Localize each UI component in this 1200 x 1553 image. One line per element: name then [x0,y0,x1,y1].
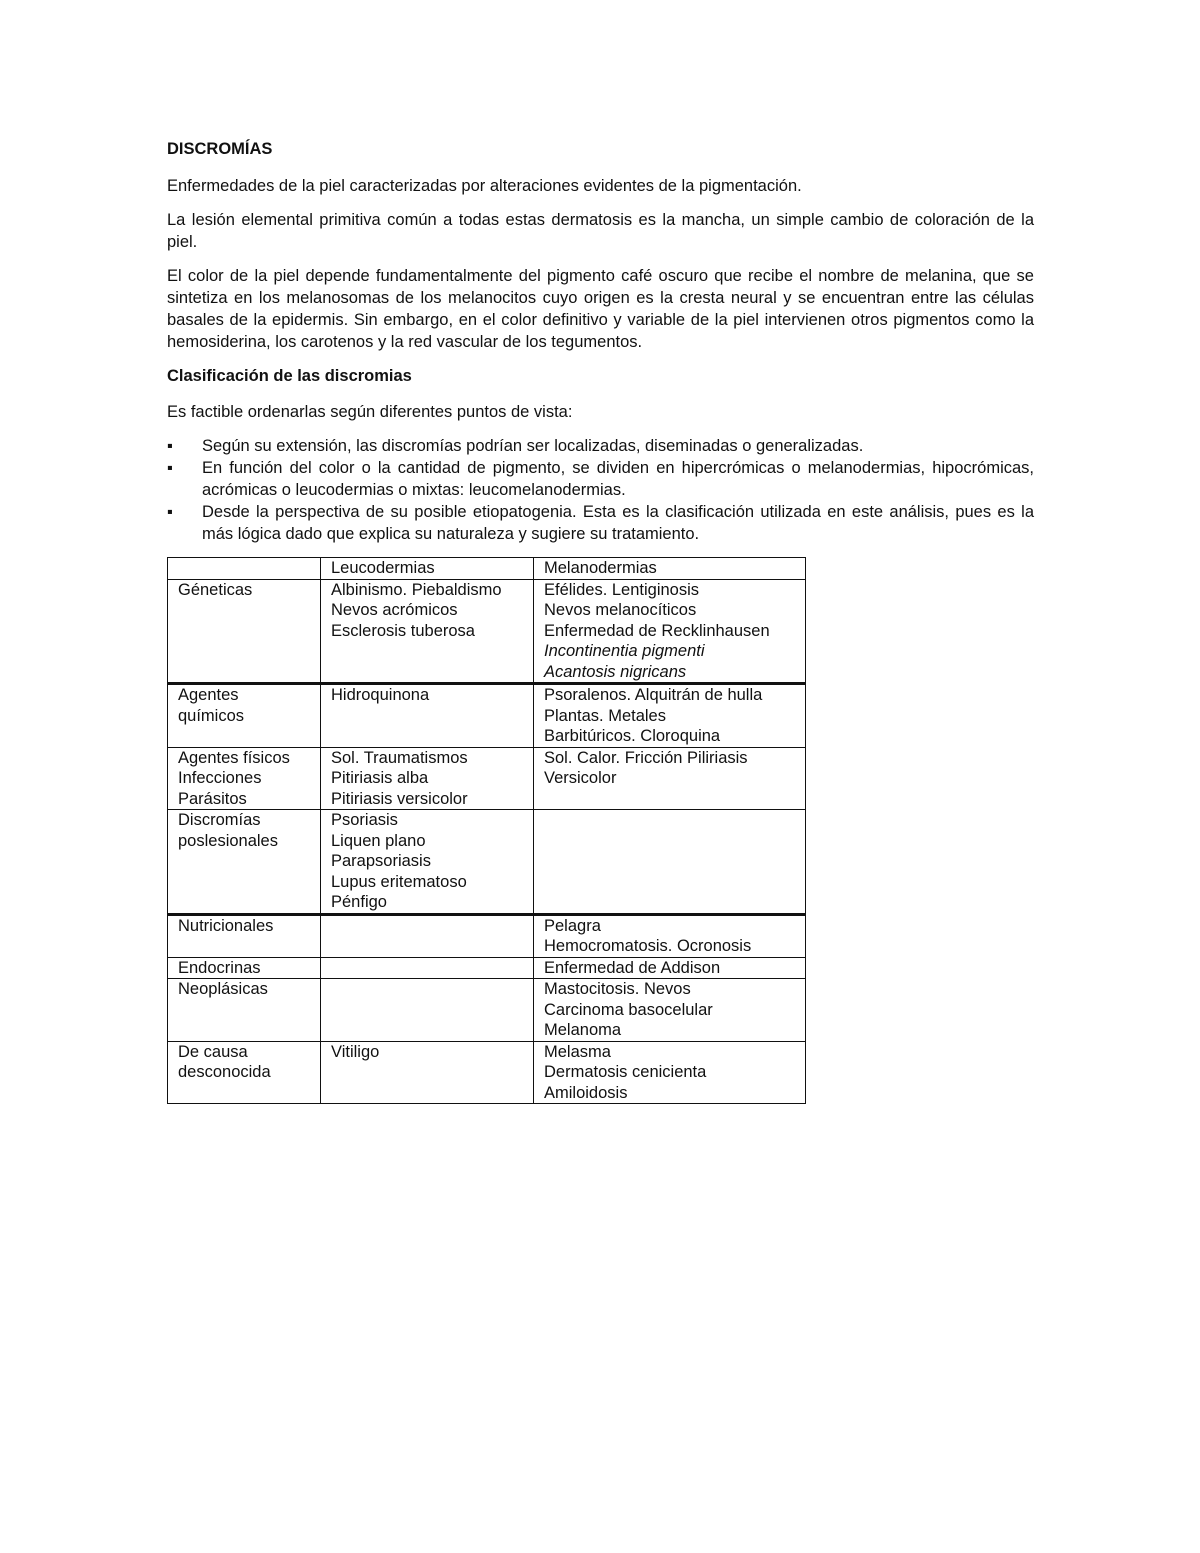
category-cell [168,957,321,979]
cell-line: Parapsoriasis [331,852,431,870]
classification-intro: Es factible ordenarlas según diferentes puntos de vista: [167,403,573,421]
cell-line: poslesionales [178,831,278,850]
leucodermias-cell [321,957,534,979]
cell-line: De causa [178,1042,248,1061]
category-cell [168,979,321,1042]
cell-line: Agentes [178,686,239,704]
cell-line: Pelagra [544,916,601,935]
bullet-icon: ▪ [167,459,173,477]
header-cell-leucodermias: Leucodermias [321,558,534,580]
cell-line: Dermatosis cenicienta [544,1063,707,1081]
table-row [168,1041,806,1104]
cell-line: Plantas. Metales [544,706,666,725]
cell-line: Amiloidosis [544,1083,628,1102]
table-row [168,684,806,748]
cell-line: Géneticas [178,580,253,599]
melanodermias-cell [534,914,806,957]
leucodermias-cell [321,979,534,1042]
melanodermias-cell [534,1041,806,1104]
header-cell-empty [168,558,321,580]
melanodermias-cell [534,684,806,748]
cell-line: Enfermedad de Addison [544,958,721,977]
leucodermias-cell [321,914,534,957]
classification-table [167,557,806,1104]
melanodermias-cell [534,579,806,684]
category-cell [168,579,321,684]
leucodermias-cell [321,747,534,810]
cell-line: Mastocitosis. Nevos [544,980,691,998]
cell-line: Liquen plano [331,831,426,850]
bullet-icon: ▪ [167,503,173,521]
cell-line: Incontinentia pigmenti [544,642,705,660]
cell-line: Efélides. Lentiginosis [544,580,700,599]
table-row [168,957,806,979]
bullet-icon: ▪ [167,437,173,455]
category-cell [168,810,321,915]
lesion-paragraph: La lesión elemental primitiva común a todas estas dermatosis es la mancha, un simple cambio de coloración de la piel. [167,211,1034,251]
cell-line: Pitiriasis versicolor [331,789,468,808]
cell-line: químicos [178,706,245,725]
cell-line: Barbitúricos. Cloroquina [544,727,721,745]
cell-line: Discromías [178,811,261,829]
cell-line: Parásitos [178,789,247,808]
category-cell [168,1041,321,1104]
list-item-text: En función del color o la cantidad de pigmento, se dividen en hipercrómicas o melanodermias, hipocrómicas, acrómicas o leucodermias o mixtas: leucomelanodermias. [202,459,1034,499]
cell-line: Melasma [544,1042,611,1061]
cell-line: Enfermedad de Recklinhausen [544,621,770,640]
table-row [168,914,806,957]
melanodermias-cell [534,747,806,810]
intro-paragraph: Enfermedades de la piel caracterizadas por alteraciones evidentes de la pigmentación. [167,177,802,195]
cell-line: Lupus eritematoso [331,872,467,891]
cell-line: Endocrinas [178,958,261,977]
classification-list [167,435,1034,545]
leucodermias-cell [321,1041,534,1104]
table-row [168,579,806,684]
melanodermias-cell [534,957,806,979]
cell-line: Sol. Calor. Fricción Piliriasis [544,748,748,767]
list-item-text: Según su extensión, las discromías podrían ser localizadas, diseminadas o generalizadas. [202,437,864,455]
cell-line: Pénfigo [331,893,387,911]
document-page [167,138,1034,1104]
category-cell [168,684,321,748]
table-row [168,979,806,1042]
category-cell [168,914,321,957]
cell-line: Nevos melanocíticos [544,601,697,619]
list-item [167,435,1034,457]
document-title: DISCROMÍAS [167,140,273,158]
list-item [167,501,1034,545]
cell-line: Hemocromatosis. Ocronosis [544,937,752,955]
list-item-text: Desde la perspectiva de su posible etiopatogenia. Esta es la clasificación utilizada en este análisis, pues es la más lógica dado que explica su naturaleza y sugiere su tratamiento. [202,503,1034,543]
cell-line: Vitiligo [331,1042,380,1061]
cell-line: Psoralenos. Alquitrán de hulla [544,686,763,704]
leucodermias-cell [321,810,534,915]
cell-line: Agentes físicos [178,748,290,767]
cell-line: desconocida [178,1063,271,1081]
cell-line: Carcinoma basocelular [544,1000,713,1019]
cell-line: Versicolor [544,769,617,787]
table-header-row [168,558,806,580]
melanodermias-cell [534,810,806,915]
list-item [167,457,1034,501]
table-row [168,747,806,810]
cell-line: Nutricionales [178,916,274,935]
cell-line: Esclerosis tuberosa [331,621,475,640]
leucodermias-cell [321,684,534,748]
melanodermias-cell [534,979,806,1042]
category-cell [168,747,321,810]
header-cell-melanodermias: Melanodermias [534,558,806,580]
cell-line: Pitiriasis alba [331,769,429,787]
cell-line: Melanoma [544,1021,622,1039]
cell-line: Hidroquinona [331,686,430,704]
table-row [168,810,806,915]
melanin-paragraph: El color de la piel depende fundamentalmente del pigmento café oscuro que recibe el nombre de melanina, que se sintetiza en los melanosomas de los melanocitos cuyo origen es la cresta neural y se encuentran entre las células basales de la epidermis. Sin embargo, en el color definitivo y variable de la piel intervienen otros pigmentos como la hemosiderina, los carotenos y la red vascular de los tegumentos. [167,267,1034,351]
cell-line: Psoriasis [331,811,398,829]
cell-line: Acantosis nigricans [544,662,687,681]
cell-line: Neoplásicas [178,980,268,998]
cell-line: Albinismo. Piebaldismo [331,580,502,599]
section-subtitle: Clasificación de las discromias [167,367,412,385]
cell-line: Sol. Traumatismos [331,748,468,767]
cell-line: Nevos acrómicos [331,601,458,619]
leucodermias-cell [321,579,534,684]
cell-line: Infecciones [178,769,262,787]
